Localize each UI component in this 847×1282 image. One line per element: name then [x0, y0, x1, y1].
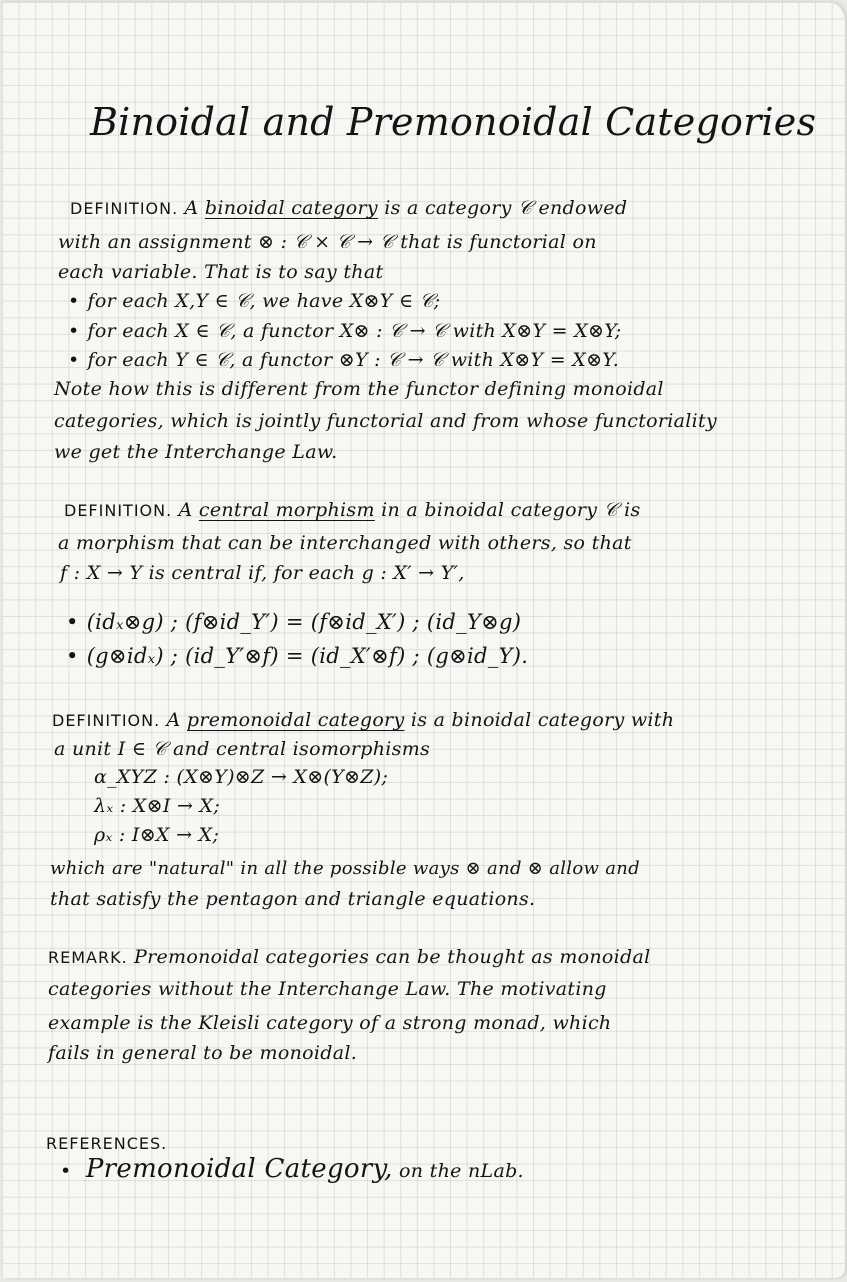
text-line: categories, which is jointly functorial and from whose functoriality	[54, 410, 717, 432]
references-heading	[46, 1132, 167, 1154]
equation: (idₓ⊗g) ; (f⊗id_Y′) = (f⊗id_X′) ; (id_Y⊗g)	[86, 610, 522, 634]
list-item-text: for each X,Y ∈ 𝒞, we have X⊗Y ∈ 𝒞;	[87, 290, 441, 312]
text-line: a morphism that can be interchanged with others, so that	[58, 532, 632, 554]
text: A	[166, 709, 181, 731]
text: is a binoidal category with	[410, 709, 675, 731]
definition-label: DEFINITION.	[52, 711, 161, 730]
defined-term: central morphism	[198, 499, 375, 521]
text: A	[184, 197, 199, 219]
text-line: with an assignment ⊗ : 𝒞 × 𝒞 → 𝒞 that is functorial on	[58, 231, 597, 253]
text: is a category 𝒞 endowed	[384, 197, 628, 219]
page-title: Binoidal and Premonoidal Categories	[90, 100, 817, 144]
remark-line	[48, 946, 651, 968]
list-item-text: for each Y ∈ 𝒞, a functor ⊗Y : 𝒞 → 𝒞 with X⊗Y = X⊗Y.	[87, 349, 620, 371]
text-line: categories without the Interchange Law. The motivating	[48, 978, 607, 1000]
text: A	[178, 499, 193, 521]
remark-label: REMARK.	[48, 948, 128, 967]
references-label: REFERENCES.	[46, 1134, 168, 1153]
list-item	[68, 290, 441, 312]
definition-label: DEFINITION.	[70, 199, 179, 218]
morphism-line: λₓ : X⊗I → X;	[94, 795, 221, 817]
list-item-text: for each X ∈ 𝒞, a functor X⊗ : 𝒞 → 𝒞 with X⊗Y = X⊗Y;	[87, 320, 622, 342]
definition-line	[52, 709, 674, 731]
text-line: f : X → Y is central if, for each g : X′ → Y′,	[60, 562, 465, 584]
text-line: we get the Interchange Law.	[54, 441, 338, 463]
defined-term: premonoidal category	[186, 709, 405, 731]
bullet-icon: •	[68, 320, 80, 342]
list-item	[68, 349, 619, 371]
definition-line	[64, 499, 641, 521]
text-line: a unit I ∈ 𝒞 and central isomorphisms	[54, 738, 431, 760]
text: Premonoidal categories can be thought as monoidal	[134, 946, 651, 968]
list-item	[68, 320, 621, 342]
definition-line	[70, 197, 627, 219]
bullet-icon: •	[66, 610, 79, 634]
text-line: example is the Kleisli category of a strong monad, which	[48, 1012, 612, 1034]
text-line: each variable. That is to say that	[58, 261, 384, 283]
text-line: Note how this is different from the functor defining monoidal	[54, 378, 664, 400]
bullet-icon: •	[68, 290, 80, 312]
text-line: fails in general to be monoidal.	[48, 1042, 358, 1064]
text-line: that satisfy the pentagon and triangle equations.	[50, 888, 536, 910]
notebook-page	[2, 2, 845, 1278]
morphism-line: α_XYZ : (X⊗Y)⊗Z → X⊗(Y⊗Z);	[94, 766, 389, 788]
text: in a binoidal category 𝒞 is	[381, 499, 641, 521]
reference-source: on the nLab.	[399, 1160, 524, 1182]
defined-term: binoidal category	[204, 197, 378, 219]
definition-label: DEFINITION.	[64, 501, 173, 520]
reference-item	[60, 1154, 524, 1184]
equation: (g⊗idₓ) ; (id_Y′⊗f) = (id_X′⊗f) ; (g⊗id_Y).	[86, 644, 529, 668]
reference-link[interactable]: Premonoidal Category,	[85, 1154, 393, 1184]
bullet-icon: •	[66, 644, 79, 668]
equation-item	[66, 644, 528, 668]
morphism-line: ρₓ : I⊗X → X;	[94, 824, 220, 846]
bullet-icon: •	[60, 1160, 72, 1182]
bullet-icon: •	[68, 349, 80, 371]
text-line: which are "natural" in all the possible ways ⊗ and ⊗ allow and	[50, 858, 640, 879]
equation-item	[66, 610, 521, 634]
